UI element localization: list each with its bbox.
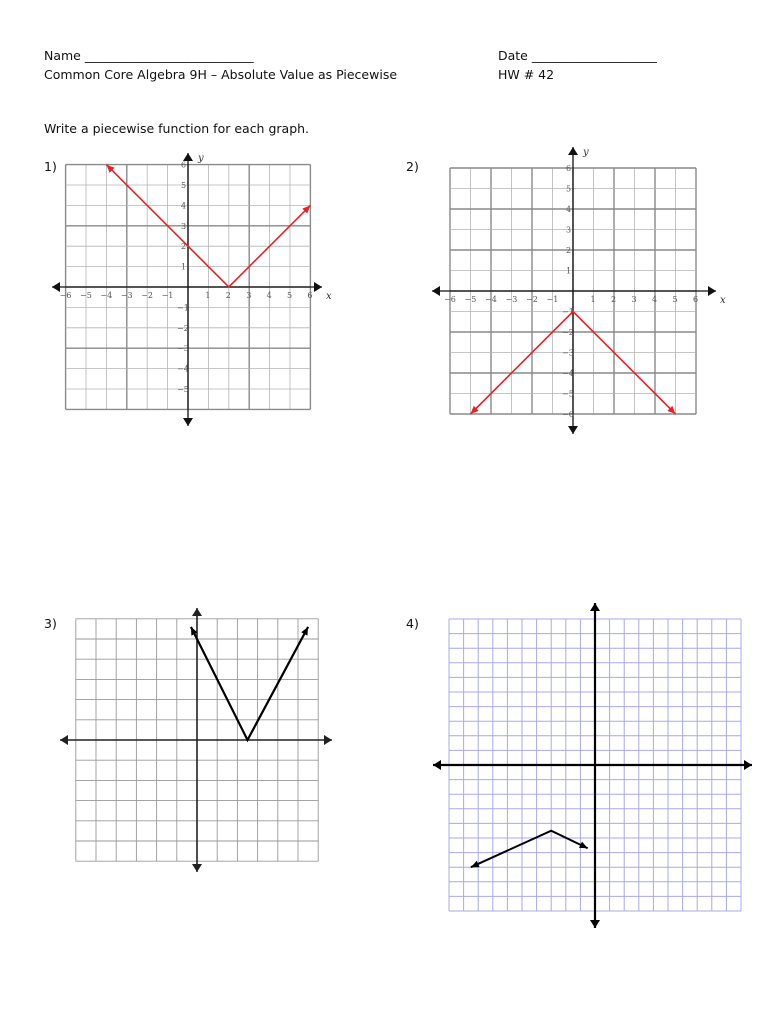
x-tick-label: −4	[100, 291, 113, 300]
curve-arrow-icon	[191, 627, 198, 636]
x-tick-label: 3	[631, 295, 637, 304]
x-tick-label: −1	[161, 291, 174, 300]
y-axis-up-arrow-icon	[568, 147, 578, 155]
y-axis-up-arrow-icon	[590, 603, 600, 611]
x-tick-label: 6	[307, 291, 313, 300]
name-field: Name ___________________________	[44, 48, 254, 63]
graph-curve	[471, 831, 588, 868]
graph-2-x-label: x	[720, 295, 726, 306]
problem-4-number: 4)	[406, 616, 419, 631]
curve-arrow-icon	[301, 627, 308, 636]
y-axis-down-arrow-icon	[192, 864, 202, 872]
y-tick-label: −5	[177, 385, 189, 394]
x-tick-label: 2	[225, 291, 231, 300]
x-tick-label: 2	[611, 295, 617, 304]
y-tick-label: 5	[181, 181, 187, 190]
y-axis-down-arrow-icon	[568, 426, 578, 434]
graph-curve	[106, 165, 310, 287]
x-tick-label: −3	[505, 295, 518, 304]
curve-arrow-icon	[106, 165, 114, 173]
y-tick-label: −1	[562, 307, 574, 317]
y-tick-label: 6	[181, 160, 187, 170]
y-tick-label: −2	[177, 323, 189, 333]
x-tick-label: −2	[526, 295, 538, 304]
y-tick-label: −3	[177, 344, 189, 354]
graph-curve	[191, 627, 308, 740]
y-tick-label: −6	[562, 410, 574, 419]
y-tick-label: 1	[181, 262, 187, 272]
y-tick-label: −1	[177, 303, 189, 313]
problem-1-number: 1)	[44, 159, 57, 174]
x-axis-left-arrow-icon	[432, 286, 440, 296]
x-tick-label: 4	[266, 291, 272, 300]
y-axis-up-arrow-icon	[192, 608, 202, 616]
graph-1-y-label: y	[198, 153, 204, 164]
x-axis-left-arrow-icon	[52, 282, 60, 292]
y-tick-label: −2	[562, 328, 574, 337]
y-tick-label: 3	[181, 221, 187, 231]
y-tick-label: 3	[566, 225, 572, 235]
y-axis-up-arrow-icon	[183, 153, 193, 161]
x-tick-label: −6	[59, 291, 72, 300]
y-tick-label: 4	[566, 205, 572, 214]
x-tick-label: −3	[120, 291, 133, 300]
curve-arrow-icon	[302, 205, 310, 213]
y-tick-label: −5	[562, 389, 574, 399]
curve-arrow-icon	[471, 861, 480, 867]
x-tick-label: −2	[141, 291, 153, 300]
y-tick-label: 4	[181, 201, 187, 211]
x-tick-label: −5	[464, 295, 477, 304]
x-axis-right-arrow-icon	[314, 282, 322, 292]
curve-arrow-icon	[667, 406, 675, 414]
curve-arrow-icon	[579, 842, 588, 849]
x-tick-label: 4	[652, 295, 658, 304]
graph-1-x-label: x	[326, 291, 332, 302]
graph-2-y-label: y	[583, 147, 589, 158]
course-title: Common Core Algebra 9H – Absolute Value as Piecewise	[44, 67, 398, 82]
y-tick-label: 2	[566, 246, 572, 255]
problem-2-number: 2)	[406, 159, 419, 174]
instructions: Write a piecewise function for each graph.	[44, 121, 310, 136]
homework-number: HW # 42	[498, 67, 555, 82]
x-tick-label: −4	[485, 295, 497, 304]
y-axis-down-arrow-icon	[590, 920, 600, 928]
y-tick-label: −4	[177, 364, 189, 374]
curve-arrow-icon	[471, 406, 479, 414]
y-tick-label: 5	[566, 184, 572, 194]
x-tick-label: 6	[693, 295, 699, 304]
x-tick-label: 1	[590, 295, 596, 304]
x-tick-label: −5	[80, 291, 92, 300]
x-tick-label: 1	[205, 291, 211, 300]
graph-curve	[471, 312, 676, 415]
y-tick-label: 6	[566, 164, 572, 173]
x-tick-label: 3	[246, 291, 252, 300]
x-axis-right-arrow-icon	[708, 286, 716, 296]
x-tick-label: −6	[444, 295, 456, 304]
y-tick-label: 2	[181, 242, 187, 252]
date-field: Date ____________________	[498, 48, 657, 63]
x-tick-label: 5	[672, 295, 678, 304]
x-axis-right-arrow-icon	[324, 735, 332, 745]
y-tick-label: 1	[566, 266, 572, 276]
y-tick-label: −3	[562, 348, 574, 358]
problem-3-number: 3)	[44, 616, 57, 631]
x-axis-left-arrow-icon	[60, 735, 68, 745]
x-tick-label: −1	[546, 295, 559, 304]
x-tick-label: 5	[287, 291, 293, 300]
x-axis-right-arrow-icon	[744, 760, 752, 770]
y-tick-label: −4	[562, 369, 574, 378]
y-axis-down-arrow-icon	[183, 418, 193, 426]
x-axis-left-arrow-icon	[433, 760, 441, 770]
